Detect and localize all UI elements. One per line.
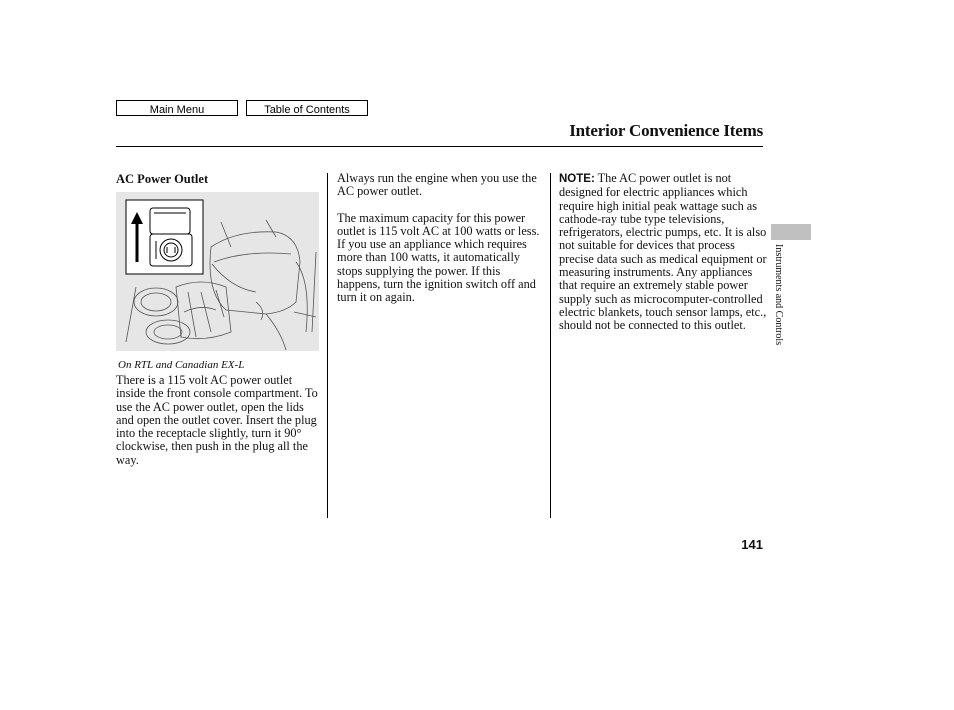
section-heading: AC Power Outlet [116, 172, 209, 186]
page-number: 141 [741, 537, 763, 552]
note-text: The AC power outlet is not designed for electric appliances which require high initial peak wattage such as cathode-ray tube type televisions, refrigerators, electric pumps, etc. It is also not suitable for devices that process precise data such as medical equipment or measuring instruments. Any appliances that require an extremely stable power supply such as microcomputer-controlled electric blankets, touch sensor lamps, etc., should not be connected to this outlet. [559, 171, 767, 333]
note-label: NOTE: [559, 173, 595, 185]
column-divider-2 [550, 173, 551, 518]
illustration-caption: On RTL and Canadian EX-L [118, 359, 245, 371]
column-2 [337, 172, 543, 305]
note-paragraph [559, 172, 769, 333]
column-3 [559, 172, 769, 333]
ac-outlet-illustration [116, 192, 319, 351]
engine-run-paragraph: Always run the engine when you use the AC power outlet. [337, 171, 537, 199]
table-of-contents-button[interactable]: Table of Contents [246, 100, 368, 116]
column-divider-1 [327, 173, 328, 518]
console-outlet-drawing [116, 192, 319, 351]
section-tab [771, 224, 811, 240]
title-divider [116, 146, 763, 147]
outlet-instructions: There is a 115 volt AC power outlet inside the front console compartment. To use the AC power outlet, open the lids and open the outlet cover. Insert the plug into the receptacle slightly, turn it 90° clockwise, then push in the plug all the way. [116, 373, 318, 467]
capacity-paragraph: The maximum capacity for this power outlet is 115 volt AC at 100 watts or less. If you use an appliance which requires more than 100 watts, it automatically stops supplying the power. If this happens, turn the ignition switch off and turn it on again. [337, 210, 540, 305]
main-menu-button[interactable]: Main Menu [116, 100, 238, 116]
column-1 [116, 172, 321, 467]
page-title: Interior Convenience Items [569, 121, 763, 140]
section-tab-label: Instruments and Controls [773, 244, 784, 346]
